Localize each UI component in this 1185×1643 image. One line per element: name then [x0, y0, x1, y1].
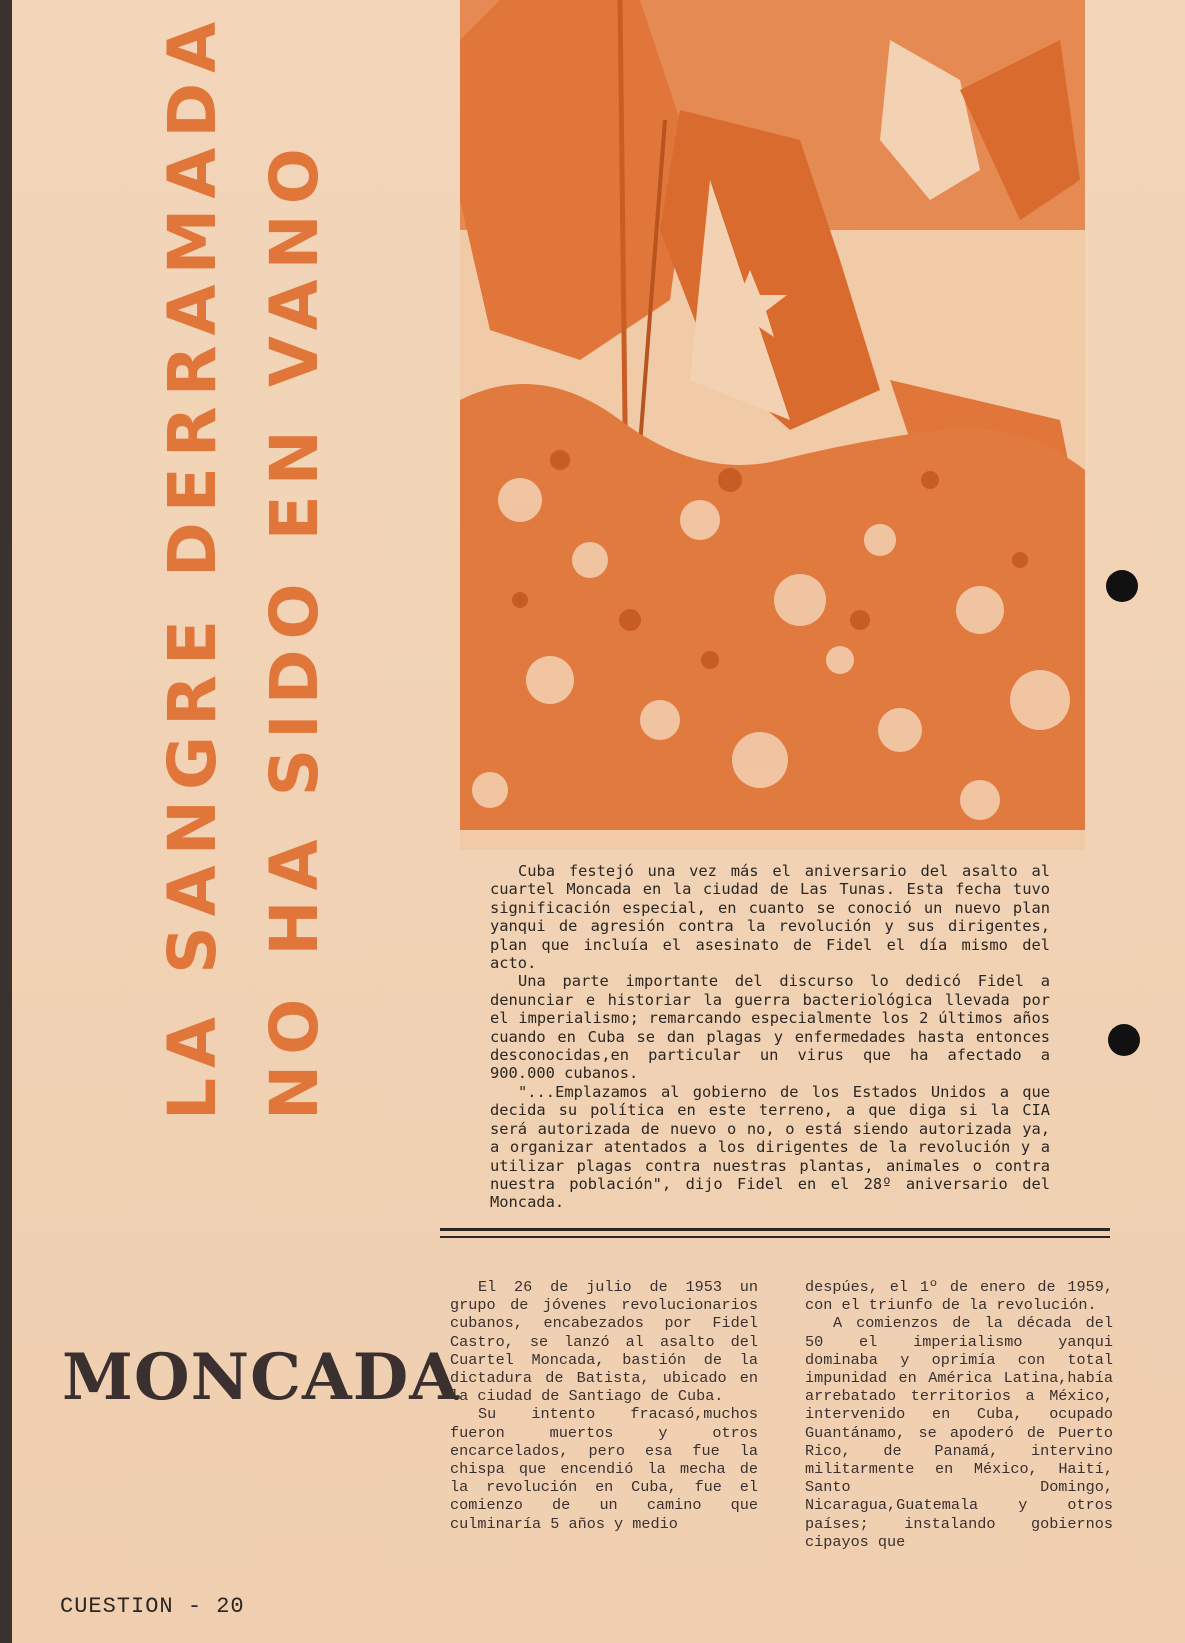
- divider-rule: [440, 1228, 1110, 1231]
- crowd-flags-photo: [460, 0, 1085, 850]
- lead-paragraph: Una parte importante del discurso lo dedicó Fidel a denunciar e historiar la guerra bacteriológica llevada por el imperialismo; remarcando especialmente los 2 últimos años cuando en Cuba se dan plagas y enfermedades hasta entonces desconocidas,en particular un virus que ha afectado a 900.000 cubanos.: [490, 972, 1050, 1083]
- section-title: MONCADA: [62, 1340, 460, 1415]
- article-paragraph: El 26 de julio de 1953 un grupo de jóvenes revolucionarios cubanos, encabezados por Fidel Castro, se lanzó al asalto del Cuartel Moncada, bastión de la dictadura de Batista, ubicado en la ciudad de Santiago de Cuba.: [450, 1278, 758, 1406]
- headline-line-1: LA SANGRE DERRAMADA: [154, 11, 231, 1120]
- lead-text: [490, 862, 1050, 1212]
- article-column-2: [805, 1278, 1113, 1551]
- article-column-1: [450, 1278, 758, 1533]
- article-paragraph: A comienzos de la década del 50 el imperialismo yanqui dominaba y oprimía con total impunidad en América Latina,había arrebatado territorios a México, intervenido en Cuba, ocupado Guantánamo, se apoderó de Puerto Rico, de Panamá, intervino militarmente en México, Haití, Santo Domingo, Nicaragua,Guatemala y otros países; instalando gobiernos cipayos que: [805, 1314, 1113, 1551]
- page-footer: CUESTION - 20: [60, 1594, 245, 1619]
- divider-rule: [440, 1236, 1110, 1238]
- lead-paragraph: Cuba festejó una vez más el aniversario del asalto al cuartel Moncada en la ciudad de Las Tunas. Esta fecha tuvo significación especial, en cuanto se conoció un nuevo plan yanqui de agresión contra la revolución y sus dirigentes, plan que incluía el asesinato de Fidel el día mismo del acto.: [490, 862, 1050, 973]
- lead-paragraph: "...Emplazamos al gobierno de los Estados Unidos a que decida su política en este terreno, a que diga si la CIA será autorizada de nuevo o no, o está siendo autorizada ya, a organizar atentados a los dirigentes de la revolución y a utilizar plagas contra nuestras plantas, animales o contra nuestra población", dijo Fidel en el 28º aniversario del Moncada.: [490, 1082, 1050, 1212]
- binder-hole: [1106, 570, 1138, 602]
- article-paragraph: despúes, el 1º de enero de 1959, con el triunfo de la revolución.: [805, 1278, 1113, 1315]
- crowd-with-cuban-flags-photo: [460, 0, 1085, 850]
- binder-hole: [1108, 1024, 1140, 1056]
- headline-line-2: NO HA SIDO EN VANO: [256, 138, 333, 1120]
- page-edge: [0, 0, 12, 1643]
- article-paragraph: Su intento fracasó,muchos fueron muertos y otros encarcelados, pero esa fue la chispa que encendió la mecha de la revolución en Cuba, fue el comienzo de un camino que culminaría 5 años y medio: [450, 1405, 758, 1533]
